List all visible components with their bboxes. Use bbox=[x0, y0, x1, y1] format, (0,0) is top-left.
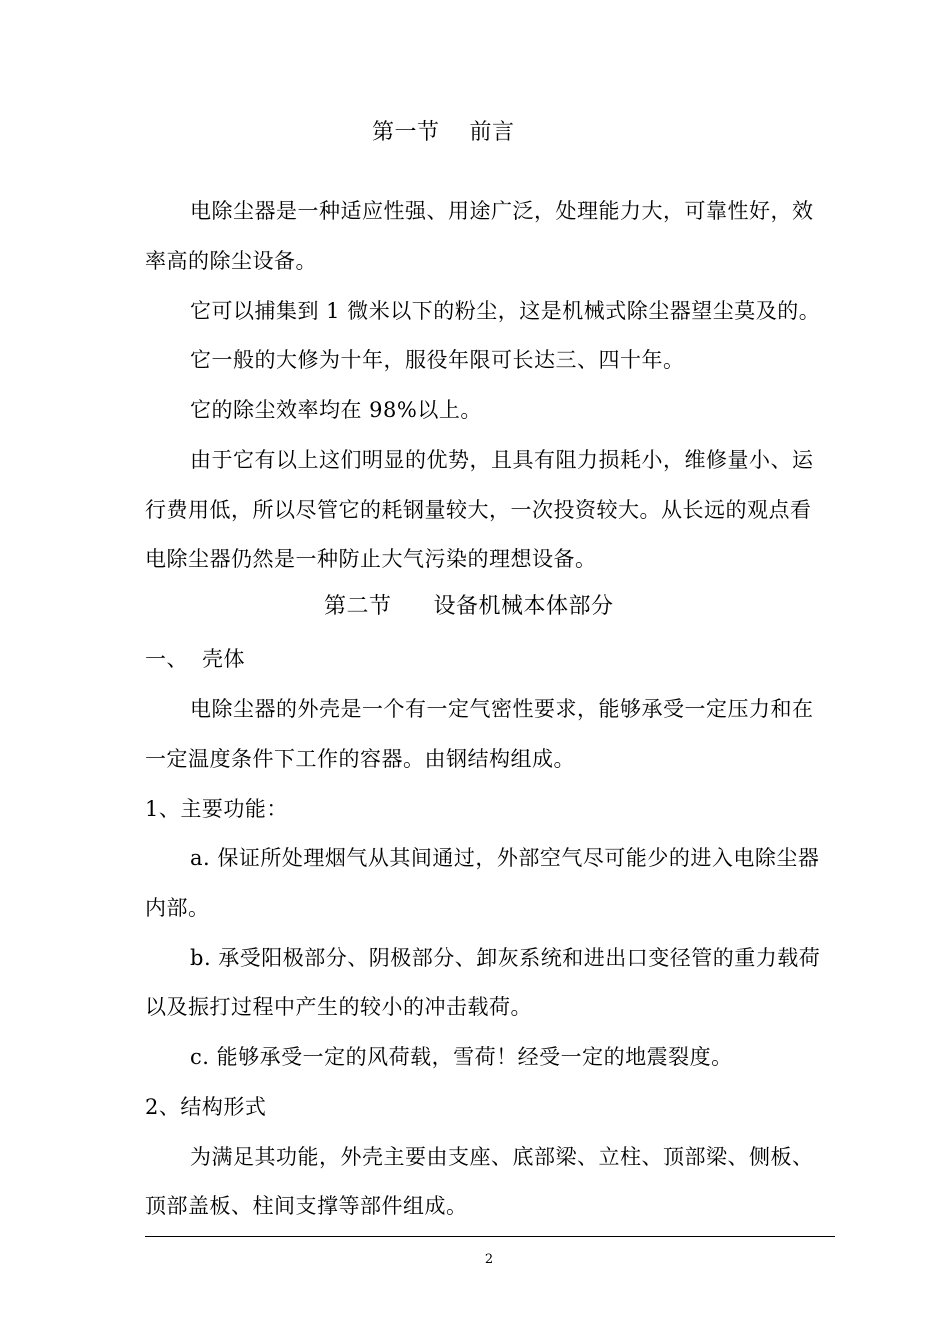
function-item: a. 保证所处理烟气从其间通过，外部空气尽可能少的进入电除尘器 bbox=[190, 846, 820, 870]
section-1-number: 第一节 bbox=[372, 120, 440, 145]
section-1-heading bbox=[372, 118, 515, 148]
paragraph-line: 电除尘器的外壳是一个有一定气密性要求，能够承受一定压力和在 bbox=[190, 697, 814, 721]
structure-heading: 2、结构形式 bbox=[145, 1095, 267, 1119]
function-item: c. 能够承受一定的风荷载，雪荷！经受一定的地震裂度。 bbox=[190, 1045, 733, 1069]
paragraph-line: 电除尘器是一种适应性强、用途广泛，处理能力大，可靠性好，效 bbox=[190, 199, 814, 223]
section-2-title: 设备机械本体部分 bbox=[433, 594, 614, 619]
footer-rule bbox=[145, 1236, 835, 1237]
function-item: 内部。 bbox=[145, 896, 210, 920]
section-2-number: 第二节 bbox=[324, 594, 392, 619]
paragraph-line: 它的除尘效率均在 98%以上。 bbox=[190, 398, 482, 422]
paragraph-line: 由于它有以上这们明显的优势，且具有阻力损耗小，维修量小、运 bbox=[190, 448, 814, 472]
subsection-1-number: 一、 bbox=[145, 647, 188, 671]
function-item: 以及振打过程中产生的较小的冲击载荷。 bbox=[145, 995, 532, 1019]
function-item: b. 承受阳极部分、阴极部分、卸灰系统和进出口变径管的重力载荷 bbox=[190, 946, 821, 970]
paragraph-line: 它可以捕集到 1 微米以下的粉尘，这是机械式除尘器望尘莫及的。 bbox=[190, 299, 821, 323]
section-2-heading bbox=[324, 592, 614, 622]
paragraph-line: 电除尘器仍然是一种防止大气污染的理想设备。 bbox=[145, 547, 597, 571]
paragraph-line: 顶部盖板、柱间支撑等部件组成。 bbox=[145, 1194, 468, 1218]
paragraph-line: 一定温度条件下工作的容器。由钢结构组成。 bbox=[145, 747, 575, 771]
paragraph-line: 为满足其功能，外壳主要由支座、底部梁、立柱、顶部梁、侧板、 bbox=[190, 1145, 814, 1169]
paragraph-line: 它一般的大修为十年，服役年限可长达三、四十年。 bbox=[190, 348, 685, 372]
page-number: 2 bbox=[484, 1252, 494, 1267]
subsection-1-heading bbox=[145, 644, 845, 674]
paragraph-line: 率高的除尘设备。 bbox=[145, 249, 317, 273]
section-1-title: 前言 bbox=[469, 120, 515, 145]
paragraph-line: 行费用低，所以尽管它的耗钢量较大，一次投资较大。从长远的观点看 bbox=[145, 498, 812, 522]
functions-heading: 1、主要功能： bbox=[145, 797, 288, 821]
subsection-1-title: 壳体 bbox=[202, 647, 245, 671]
